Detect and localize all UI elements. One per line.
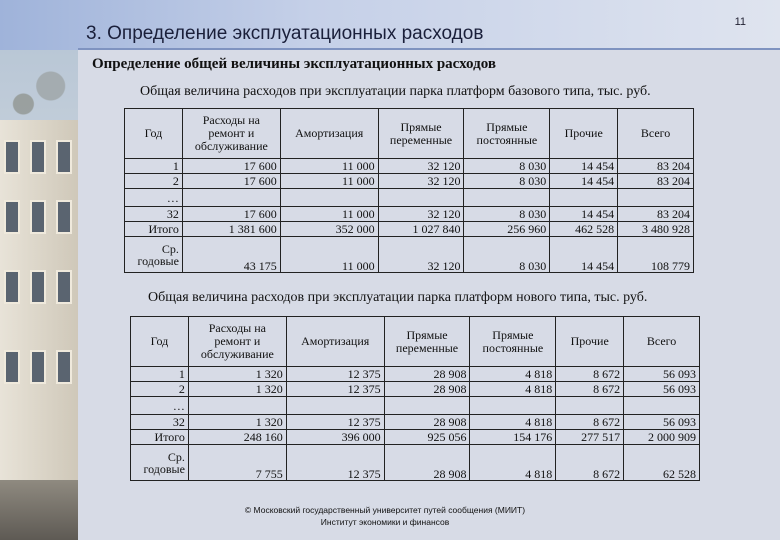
table-cell: 1 — [131, 367, 189, 382]
table-cell: 56 093 — [624, 415, 700, 430]
table-cell: 925 056 — [384, 430, 470, 445]
table-new-caption: Общая величина расходов при эксплуатации парка платформ нового типа, тыс. руб. — [148, 290, 648, 305]
table-cell: 277 517 — [556, 430, 624, 445]
table-cell: 32 120 — [378, 174, 464, 189]
table-cell: 32 120 — [378, 159, 464, 174]
table-cell: 4 818 — [470, 445, 556, 481]
table-cell: 12 375 — [286, 367, 384, 382]
table-row — [131, 367, 700, 382]
table-cell: 154 176 — [470, 430, 556, 445]
table-cell: 1 320 — [188, 382, 286, 397]
table-cell — [550, 189, 618, 207]
table-cell: 1 320 — [188, 415, 286, 430]
table-cell: 8 672 — [556, 382, 624, 397]
footer-institute: Институт экономики и финансов — [320, 517, 450, 527]
col-header: Прямые переменные — [384, 317, 470, 367]
table-row-total — [125, 222, 694, 237]
col-header: Расходы на ремонт и обслуживание — [182, 109, 280, 159]
building-photo — [0, 50, 78, 540]
table-cell: 8 030 — [464, 207, 550, 222]
table-cell: 2 000 909 — [624, 430, 700, 445]
table-cell: 11 000 — [280, 159, 378, 174]
table-cell: 32 120 — [378, 207, 464, 222]
table-cell: 32 120 — [378, 237, 464, 273]
table-cell: 4 818 — [470, 367, 556, 382]
table-cell: 1 320 — [188, 367, 286, 382]
table-cell: Итого — [131, 430, 189, 445]
table-cell: 8 672 — [556, 367, 624, 382]
table-cell: 2 — [125, 174, 183, 189]
table-cell — [286, 397, 384, 415]
table-cell: 62 528 — [624, 445, 700, 481]
table-cell: 11 000 — [280, 237, 378, 273]
table-cell: 17 600 — [182, 159, 280, 174]
table-cell — [384, 397, 470, 415]
table-cell: 1 027 840 — [378, 222, 464, 237]
table-row — [125, 207, 694, 222]
table-cell: 56 093 — [624, 382, 700, 397]
table-cell: 83 204 — [618, 207, 694, 222]
col-header: Прямые переменные — [378, 109, 464, 159]
table-cell: 396 000 — [286, 430, 384, 445]
col-header: Год — [131, 317, 189, 367]
slide-number: 11 — [734, 16, 746, 28]
table-row-average — [131, 445, 700, 481]
table-cell: 28 908 — [384, 367, 470, 382]
table-cell: 14 454 — [550, 207, 618, 222]
table-cell: 14 454 — [550, 174, 618, 189]
table-row — [125, 189, 694, 207]
col-header: Год — [125, 109, 183, 159]
table-cell: 1 — [125, 159, 183, 174]
table-cell: 14 454 — [550, 159, 618, 174]
table-cell: 83 204 — [618, 159, 694, 174]
table-row — [131, 397, 700, 415]
table-cell: 17 600 — [182, 207, 280, 222]
table-cell: … — [131, 397, 189, 415]
table-cell: 8 672 — [556, 445, 624, 481]
table-cell — [280, 189, 378, 207]
table-row — [131, 415, 700, 430]
col-header: Прочие — [556, 317, 624, 367]
table-row-average — [125, 237, 694, 273]
table-cell: 2 — [131, 382, 189, 397]
table-cell: 11 000 — [280, 207, 378, 222]
table-cell — [618, 189, 694, 207]
table-new — [130, 316, 700, 481]
table-cell: … — [125, 189, 183, 207]
table-cell: 12 375 — [286, 415, 384, 430]
col-header: Прочие — [550, 109, 618, 159]
header-divider — [78, 48, 780, 50]
table-cell: 256 960 — [464, 222, 550, 237]
col-header: Амортизация — [286, 317, 384, 367]
table-cell — [624, 397, 700, 415]
footer — [220, 504, 550, 528]
section-subtitle: Определение общей величины эксплуатационных расходов — [92, 56, 496, 72]
table-base — [124, 108, 694, 273]
table-cell: 108 779 — [618, 237, 694, 273]
table-cell: 248 160 — [188, 430, 286, 445]
ground — [0, 480, 78, 540]
table-cell: 12 375 — [286, 382, 384, 397]
table-cell: 28 908 — [384, 382, 470, 397]
table-cell: 14 454 — [550, 237, 618, 273]
table-cell: 4 818 — [470, 382, 556, 397]
col-header: Расходы на ремонт и обслуживание — [188, 317, 286, 367]
table-cell: 56 093 — [624, 367, 700, 382]
table-cell: 8 030 — [464, 174, 550, 189]
table-cell: 7 755 — [188, 445, 286, 481]
table-cell: 43 175 — [182, 237, 280, 273]
col-header: Амортизация — [280, 109, 378, 159]
col-header: Прямые постоянные — [464, 109, 550, 159]
table-cell — [378, 189, 464, 207]
table-cell: 8 672 — [556, 415, 624, 430]
table-row-total — [131, 430, 700, 445]
table-cell: 4 818 — [470, 415, 556, 430]
table-cell: 83 204 — [618, 174, 694, 189]
table-cell: 8 030 — [464, 237, 550, 273]
table-cell: 28 908 — [384, 445, 470, 481]
table-row — [125, 159, 694, 174]
table-cell: Ср. годовые — [131, 445, 189, 481]
table-cell: 352 000 — [280, 222, 378, 237]
table-cell: 1 381 600 — [182, 222, 280, 237]
table-cell: 3 480 928 — [618, 222, 694, 237]
table-base-caption: Общая величина расходов при эксплуатации парка платформ базового типа, тыс. руб. — [140, 84, 651, 99]
table-cell — [182, 189, 280, 207]
table-row — [125, 174, 694, 189]
footer-copyright: © Московский государственный университет путей сообщения (МИИТ) — [244, 505, 526, 515]
col-header: Всего — [618, 109, 694, 159]
table-cell: 12 375 — [286, 445, 384, 481]
table-cell: 32 — [131, 415, 189, 430]
table-cell: Ср. годовые — [125, 237, 183, 273]
table-cell: 462 528 — [550, 222, 618, 237]
table-cell — [556, 397, 624, 415]
slide-title: 3. Определение эксплуатационных расходов — [86, 23, 484, 44]
table-cell: 32 — [125, 207, 183, 222]
col-header: Всего — [624, 317, 700, 367]
table-cell: Итого — [125, 222, 183, 237]
table-cell: 28 908 — [384, 415, 470, 430]
table-cell — [470, 397, 556, 415]
table-cell: 17 600 — [182, 174, 280, 189]
table-cell: 11 000 — [280, 174, 378, 189]
table-cell — [188, 397, 286, 415]
building-facade — [0, 120, 78, 500]
table-cell: 8 030 — [464, 159, 550, 174]
table-cell — [464, 189, 550, 207]
col-header: Прямые постоянные — [470, 317, 556, 367]
table-row — [131, 382, 700, 397]
